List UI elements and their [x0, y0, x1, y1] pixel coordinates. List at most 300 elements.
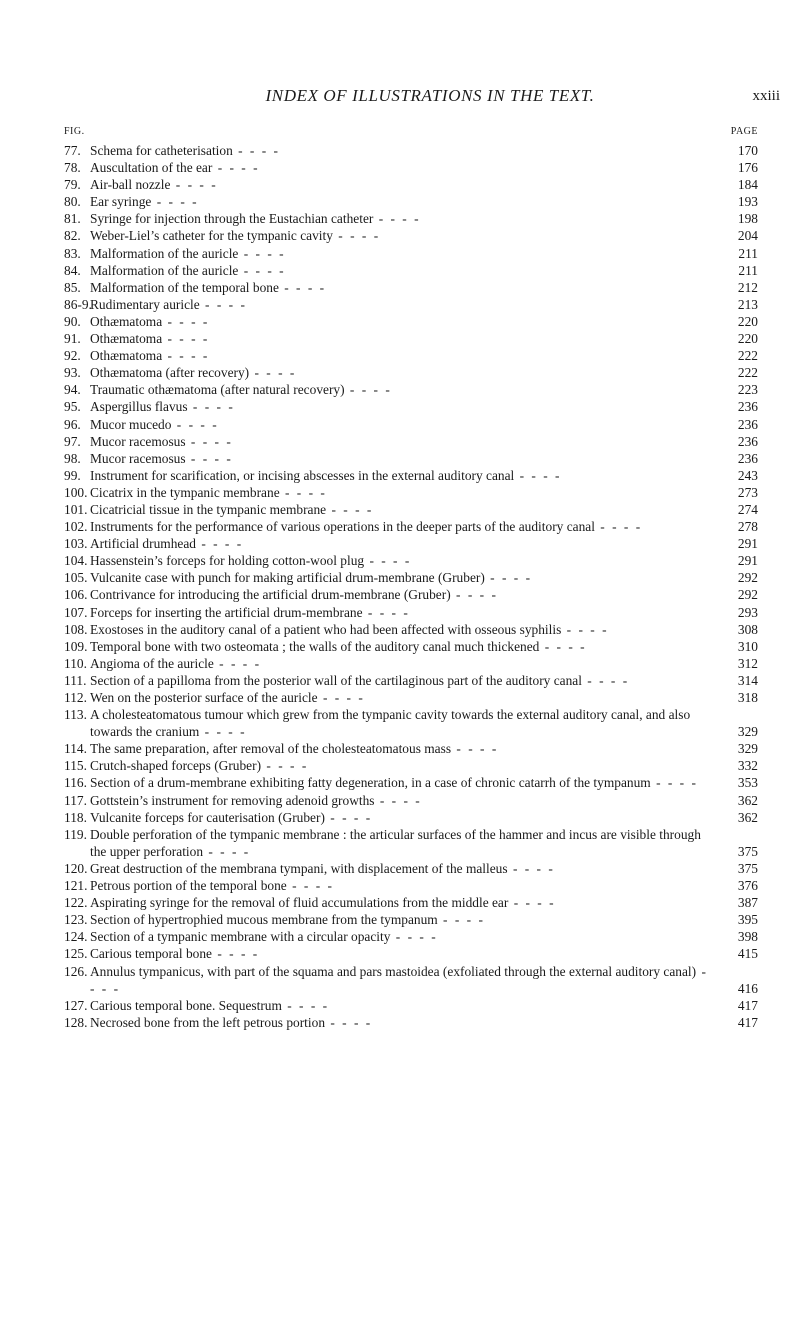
figure-caption: Section of a tympanic membrane with a circular opacity: [90, 929, 391, 945]
index-entry: [64, 586, 758, 603]
index-entry: [64, 245, 758, 262]
index-entry: [64, 262, 758, 279]
page-reference: 278: [737, 519, 758, 535]
figure-number: 126.: [64, 963, 88, 979]
entry-text-block: [90, 484, 758, 501]
figure-caption: Great destruction of the membrana tympani, with displacement of the malleus: [90, 860, 508, 876]
figure-number: 107.: [64, 604, 88, 620]
index-entry: [64, 911, 758, 928]
dot-leader: - - - -: [317, 690, 365, 705]
page-reference: 236: [737, 450, 758, 466]
figure-caption: Contrivance for introducing the artificial drum-membrane (Gruber): [90, 587, 451, 603]
figure-number: 102.: [64, 519, 88, 535]
index-entry: [64, 621, 758, 638]
entry-text-block: [90, 877, 758, 894]
entry-text-block: [90, 586, 758, 603]
dot-leader: - - - -: [212, 160, 260, 176]
figure-number: 84.: [64, 262, 81, 278]
figure-number: 124.: [64, 929, 88, 945]
index-entry: [64, 193, 758, 210]
page-reference: 220: [737, 331, 758, 347]
figure-caption: Mucor racemosus: [90, 433, 186, 449]
figure-number: 86-9.: [64, 296, 92, 312]
index-entry: [64, 945, 758, 962]
figure-number: 100.: [64, 484, 88, 500]
figure-number: 91.: [64, 331, 81, 347]
page-reference: 170: [737, 143, 758, 158]
figure-caption: Weber-Liel’s catheter for the tympanic cavity: [90, 228, 333, 244]
entry-text-block: [90, 381, 758, 398]
entry-text-block: [90, 296, 758, 313]
page-reference: 291: [737, 553, 758, 569]
page-reference: 193: [737, 194, 758, 210]
figure-caption: Othæmatoma (after recovery): [90, 365, 250, 381]
index-entry: [64, 347, 758, 364]
index-entry: [64, 416, 758, 433]
page-reference: 375: [737, 860, 758, 876]
entry-text-block: [90, 347, 758, 364]
dot-leader: - - - -: [450, 587, 498, 603]
page-reference: 212: [737, 279, 758, 295]
figure-caption: Aspergillus flavus: [90, 399, 188, 415]
dot-leader: - - - -: [514, 467, 562, 483]
index-entry: [64, 638, 758, 655]
entry-text-block: [90, 928, 758, 945]
figure-number: 98.: [64, 450, 81, 466]
figure-caption: Othæmatoma: [90, 331, 163, 347]
figure-caption: Cicatrix in the tympanic membrane: [90, 484, 280, 500]
dot-leader: - - - -: [203, 843, 251, 859]
index-entry: [64, 450, 758, 467]
page-reference: 236: [737, 416, 758, 432]
dot-leader: - - - -: [151, 194, 199, 210]
page-reference: 292: [737, 570, 758, 586]
figure-number: 121.: [64, 878, 88, 894]
figure-number: 93.: [64, 365, 81, 381]
figure-number: 81.: [64, 211, 81, 227]
index-entry: [64, 313, 758, 330]
page-reference: 415: [737, 946, 758, 962]
dot-leader: - - - -: [581, 672, 630, 688]
page-reference: 416: [737, 980, 758, 996]
entry-text-block: [90, 450, 758, 467]
figure-caption: Malformation of the auricle: [90, 245, 239, 261]
index-entry: [64, 552, 758, 569]
figure-number: 127.: [64, 997, 88, 1013]
dot-leader: - - - -: [279, 484, 327, 500]
page-reference: 292: [737, 587, 758, 603]
entry-text-block: [90, 159, 758, 176]
figure-number: 78.: [64, 160, 81, 176]
figure-caption: Petrous portion of the temporal bone: [90, 878, 287, 894]
page-reference: 236: [737, 399, 758, 415]
figure-number: 96.: [64, 416, 81, 432]
index-entry: [64, 210, 758, 227]
entry-text-block: [90, 176, 758, 193]
page-reference: 176: [737, 160, 758, 176]
figure-caption: Section of a papilloma from the posterior wall of the cartilaginous part of the auditory canal: [90, 672, 582, 688]
dot-leader: - - - -: [199, 724, 247, 740]
page-reference: 417: [737, 1014, 758, 1030]
index-entry: [64, 689, 758, 706]
index-entry: [64, 706, 758, 740]
page-reference: 375: [737, 843, 758, 859]
page-reference: 184: [737, 177, 758, 193]
figure-caption: Mucor mucedo: [90, 416, 172, 432]
entry-text-block: [90, 398, 758, 415]
entry-text-block: [90, 262, 758, 279]
page-reference: 236: [737, 433, 758, 449]
index-entry: [64, 364, 758, 381]
figure-caption: Schema for catheterisation: [90, 143, 233, 158]
figure-caption: Air-ball nozzle: [90, 177, 171, 193]
figure-number: 128.: [64, 1014, 88, 1030]
dot-leader: - - - -: [281, 997, 330, 1013]
page-number: xxiii: [752, 88, 780, 104]
figure-caption: Vulcanite case with punch for making artificial drum-membrane (Gruber): [90, 570, 485, 586]
page-reference: 273: [737, 484, 758, 500]
page-reference: 329: [737, 724, 758, 740]
figure-number: 125.: [64, 946, 88, 962]
figure-number: 79.: [64, 177, 81, 193]
dot-leader: - - - -: [261, 758, 309, 774]
dot-leader: - - - -: [249, 365, 297, 381]
dot-leader: - - - -: [344, 382, 392, 398]
page-title: INDEX OF ILLUSTRATIONS IN THE TEXT.: [265, 86, 595, 105]
index-entry: [64, 398, 758, 415]
index-entry: [64, 279, 758, 296]
page-reference: 274: [737, 501, 758, 517]
dot-leader: - - - -: [390, 929, 438, 945]
figure-number: 106.: [64, 587, 88, 603]
index-entry: [64, 330, 758, 347]
dot-leader: - - - -: [171, 416, 219, 432]
dot-leader: - - - -: [362, 604, 410, 620]
dot-leader: - - - -: [162, 331, 210, 347]
entry-text-block: [90, 142, 758, 159]
figure-number: 82.: [64, 228, 81, 244]
figure-number: 115.: [64, 758, 87, 774]
figure-number: 122.: [64, 895, 88, 911]
page-reference: 220: [737, 313, 758, 329]
figure-caption: Necrosed bone from the left petrous portion: [90, 1014, 326, 1030]
figure-caption: Ear syringe: [90, 194, 152, 210]
entry-text-block: [90, 860, 758, 877]
dot-leader: - - - -: [238, 245, 286, 261]
figure-caption: Carious temporal bone. Sequestrum: [90, 997, 282, 1013]
entry-text-block: [90, 535, 758, 552]
page-reference: 376: [737, 878, 758, 894]
figure-number: 110.: [64, 655, 87, 671]
page-reference: 222: [737, 365, 758, 381]
dot-leader: - - - -: [90, 963, 708, 996]
index-entry: [64, 792, 758, 809]
index-entry: [64, 826, 758, 860]
figure-number: 108.: [64, 621, 88, 637]
page-reference: 293: [737, 604, 758, 620]
entry-text-block: [90, 740, 758, 757]
index-entry: [64, 159, 758, 176]
page-reference: 329: [737, 741, 758, 757]
index-entry: [64, 604, 758, 621]
page-reference: 398: [737, 929, 758, 945]
dot-leader: - - - -: [451, 741, 499, 757]
dot-leader: - - - -: [507, 860, 555, 876]
dot-leader: - - - -: [199, 296, 247, 312]
dot-leader: - - - -: [162, 313, 210, 329]
page-reference: 395: [737, 912, 758, 928]
page-reference: 318: [737, 690, 758, 705]
dot-leader: - - - -: [373, 211, 421, 227]
page-reference: 362: [737, 792, 758, 808]
index-entry: [64, 535, 758, 552]
entry-text-block: [90, 621, 758, 638]
index-entry: [64, 877, 758, 894]
page-reference: 291: [737, 536, 758, 552]
dot-leader: - - - -: [561, 621, 609, 637]
index-entry: [64, 433, 758, 450]
page-reference: 198: [737, 211, 758, 227]
entry-text-block: [90, 193, 758, 210]
figure-number: 111.: [64, 672, 87, 688]
dot-leader: - - - -: [195, 536, 244, 552]
entry-text-block: [90, 604, 758, 621]
entry-text-block: [90, 210, 758, 227]
entry-text-block: [90, 518, 758, 535]
figure-number: 97.: [64, 433, 81, 449]
entry-text-block: [90, 655, 758, 672]
figure-caption: Aspirating syringe for the removal of fluid accumulations from the middle ear: [90, 895, 509, 911]
index-entry: [64, 142, 758, 159]
entry-text-block: [90, 672, 758, 689]
figure-caption: Gottstein’s instrument for removing adenoid growths: [90, 792, 375, 808]
index-entry: [64, 381, 758, 398]
page-reference: 312: [737, 655, 758, 671]
figure-caption: Carious temporal bone: [90, 946, 212, 962]
fig-column-header: FIG.: [64, 126, 85, 137]
entry-text-block: [90, 911, 758, 928]
page-reference: 314: [737, 672, 758, 688]
entry-text-block: [90, 569, 758, 586]
entry-text-block: [90, 279, 758, 296]
dot-leader: - - - -: [162, 348, 210, 364]
figure-number: 120.: [64, 860, 88, 876]
figure-number: 80.: [64, 194, 81, 210]
figure-caption: Temporal bone with two osteomata ; the walls of the auditory canal much thickened: [90, 638, 540, 654]
page-reference: 243: [737, 467, 758, 483]
figure-number: 103.: [64, 536, 88, 552]
dot-leader: - - - -: [170, 177, 218, 193]
index-entry: [64, 894, 758, 911]
entry-text-block: [90, 774, 758, 791]
figure-caption: Malformation of the auricle: [90, 262, 239, 278]
running-header: [120, 86, 780, 110]
figure-caption: Double perforation of the tympanic membrane : the articular surfaces of the hammer and incus are visible through the upper perforation: [90, 826, 701, 859]
index-entry: [64, 227, 758, 244]
figure-number: 114.: [64, 741, 87, 757]
figure-number: 118.: [64, 809, 87, 825]
entry-text-block: [90, 552, 758, 569]
entry-text-block: [90, 227, 758, 244]
figure-number: 77.: [64, 143, 81, 158]
page-reference: 332: [737, 758, 758, 774]
index-entry: [64, 809, 758, 826]
figure-number: 92.: [64, 348, 81, 364]
entry-text-block: [90, 689, 758, 706]
page-reference: 211: [738, 262, 758, 278]
dot-leader: - - - -: [185, 433, 233, 449]
figure-number: 85.: [64, 279, 81, 295]
entry-text-block: [90, 245, 758, 262]
page-reference: 310: [737, 638, 758, 654]
figure-caption: Instrument for scarification, or incising abscesses in the external auditory canal: [90, 467, 515, 483]
page-reference: 223: [737, 382, 758, 398]
index-entry: [64, 740, 758, 757]
figure-caption: Rudimentary auricle: [90, 296, 200, 312]
entry-text-block: [90, 330, 758, 347]
figure-number: 119.: [64, 826, 87, 842]
dot-leader: - - - -: [213, 655, 262, 671]
page-reference: 387: [737, 895, 758, 911]
figure-number: 105.: [64, 570, 88, 586]
dot-leader: - - - -: [325, 1014, 373, 1030]
entry-text-block: [90, 313, 758, 330]
figure-number: 99.: [64, 467, 81, 483]
dot-leader: - - - -: [484, 570, 533, 586]
entry-text-block: [90, 792, 758, 809]
dot-leader: - - - -: [539, 638, 587, 654]
figure-caption: The same preparation, after removal of the cholesteatomatous mass: [90, 741, 452, 757]
entry-text-block: [90, 638, 758, 655]
figure-caption: Malformation of the temporal bone: [90, 279, 279, 295]
dot-leader: - - - -: [324, 809, 373, 825]
dot-leader: - - - -: [278, 279, 327, 295]
figure-caption: Wen on the posterior surface of the auricle: [90, 690, 318, 705]
index-entry: [64, 176, 758, 193]
entry-text-block: [90, 501, 758, 518]
index-entry: [64, 997, 758, 1014]
figure-caption: Instruments for the performance of various operations in the deeper parts of the auditory canal: [90, 519, 595, 535]
figure-number: 101.: [64, 501, 88, 517]
dot-leader: - - - -: [211, 946, 260, 962]
entry-text-block: [90, 945, 758, 962]
figure-number: 112.: [64, 690, 87, 705]
entry-text-block: [90, 963, 758, 997]
index-entry: [64, 467, 758, 484]
page-reference: 213: [737, 296, 758, 312]
entry-text-block: [90, 757, 758, 774]
dot-leader: - - - -: [326, 501, 374, 517]
dot-leader: - - - -: [187, 399, 235, 415]
entry-text-block: [90, 826, 758, 860]
index-entry: [64, 860, 758, 877]
figure-caption: Section of hypertrophied mucous membrane from the tympanum: [90, 912, 438, 928]
index-entry: [64, 757, 758, 774]
dot-leader: - - - -: [650, 775, 698, 791]
figure-caption: Syringe for injection through the Eustachian catheter: [90, 211, 374, 227]
figure-caption: Mucor racemosus: [90, 450, 186, 466]
index-entry: [64, 484, 758, 501]
dot-leader: - - - -: [232, 143, 281, 158]
dot-leader: - - - -: [437, 912, 485, 928]
index-entry: [64, 569, 758, 586]
dot-leader: - - - -: [185, 450, 233, 466]
figure-caption: Cicatricial tissue in the tympanic membrane: [90, 501, 327, 517]
dot-leader: - - - -: [374, 792, 422, 808]
figure-caption: Exostoses in the auditory canal of a patient who had been affected with osseous syphilis: [90, 621, 562, 637]
figure-number: 113.: [64, 707, 87, 723]
dot-leader: - - - -: [594, 519, 643, 535]
figure-number: 116.: [64, 775, 87, 791]
index-entry: [64, 928, 758, 945]
entry-text-block: [90, 894, 758, 911]
index-entry: [64, 672, 758, 689]
page-reference: 308: [737, 621, 758, 637]
figure-caption: Auscultation of the ear: [90, 160, 213, 176]
entry-text-block: [90, 997, 758, 1014]
dot-leader: - - - -: [508, 895, 556, 911]
entry-text-block: [90, 416, 758, 433]
page-reference: 353: [737, 775, 758, 791]
dot-leader: - - - -: [286, 878, 334, 894]
figure-caption: Section of a drum-membrane exhibiting fatty degeneration, in a case of chronic catarrh of the tympanum: [90, 775, 651, 791]
figure-caption: Crutch-shaped forceps (Gruber): [90, 758, 262, 774]
index-entry: [64, 1014, 758, 1031]
figure-number: 95.: [64, 399, 81, 415]
dot-leader: - - - -: [238, 262, 286, 278]
page-reference: 204: [737, 228, 758, 244]
index-entry: [64, 774, 758, 791]
entry-text-block: [90, 1014, 758, 1031]
page-reference: 222: [737, 348, 758, 364]
index-entry: [64, 296, 758, 313]
figure-number: 83.: [64, 245, 81, 261]
entry-text-block: [90, 809, 758, 826]
figure-caption: Forceps for inserting the artificial drum-membrane: [90, 604, 363, 620]
figure-caption: A cholesteatomatous tumour which grew from the tympanic cavity towards the external auditory canal, and also towards the cranium: [90, 707, 691, 740]
entry-text-block: [90, 706, 758, 740]
page-reference: 417: [737, 997, 758, 1013]
figure-number: 104.: [64, 553, 88, 569]
page-reference: 211: [738, 245, 758, 261]
index-entries: [64, 142, 758, 1031]
figure-caption: Vulcanite forceps for cauterisation (Gruber): [90, 809, 325, 825]
index-entry: [64, 501, 758, 518]
figure-caption: Annulus tympanicus, with part of the squama and pars mastoidea (exfoliated through the external auditory canal): [90, 963, 697, 979]
dot-leader: - - - -: [364, 553, 412, 569]
figure-caption: Hassenstein’s forceps for holding cotton-wool plug: [90, 553, 365, 569]
page-reference: 362: [737, 809, 758, 825]
figure-number: 94.: [64, 382, 81, 398]
index-entry: [64, 655, 758, 672]
figure-number: 117.: [64, 792, 87, 808]
figure-caption: Othæmatoma: [90, 313, 163, 329]
entry-text-block: [90, 364, 758, 381]
figure-caption: Artificial drumhead: [90, 536, 196, 552]
index-entry: [64, 963, 758, 997]
column-headers: [64, 126, 758, 140]
page-column-header: PAGE: [730, 126, 758, 137]
figure-number: 109.: [64, 638, 88, 654]
figure-number: 90.: [64, 313, 81, 329]
entry-text-block: [90, 433, 758, 450]
figure-caption: Othæmatoma: [90, 348, 163, 364]
figure-caption: Traumatic othæmatoma (after natural recovery): [90, 382, 345, 398]
entry-text-block: [90, 467, 758, 484]
figure-number: 123.: [64, 912, 88, 928]
figure-caption: Angioma of the auricle: [90, 655, 214, 671]
dot-leader: - - - -: [332, 228, 381, 244]
